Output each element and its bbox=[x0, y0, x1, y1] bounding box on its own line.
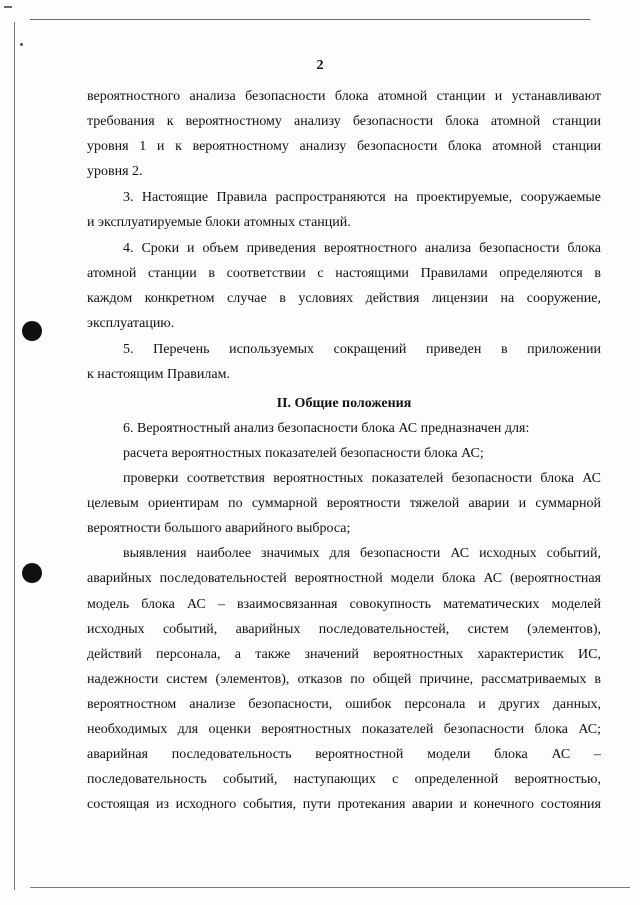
text-line: расчета вероятностных показателей безопасности блока АС; bbox=[123, 446, 484, 461]
text-line: 5. Перечень используемых сокращений приведен в приложении bbox=[123, 342, 601, 357]
text-line: 6. Вероятностный анализ безопасности блока АС предназначен для: bbox=[123, 421, 530, 436]
text-line: вероятностного анализа безопасности блока атомной станции и устанавливают bbox=[87, 89, 601, 104]
text-line: 4. Сроки и объем приведения вероятностного анализа безопасности блока bbox=[123, 241, 601, 256]
text-line: проверки соответствия вероятностных показателей безопасности блока АС bbox=[123, 471, 601, 486]
text-line: вероятностном анализе безопасности, ошибок персонала и других данных, bbox=[87, 697, 601, 712]
page-number: 2 bbox=[316, 58, 324, 73]
text-line: аварийная последовательность вероятностной модели блока АС – bbox=[87, 747, 601, 762]
text-line: исходных событий, аварийных последовательностей, систем (элементов), bbox=[87, 622, 601, 637]
text-line: целевым ориентирам по суммарной вероятности тяжелой аварии и суммарной bbox=[87, 496, 601, 511]
text-line: требования к вероятностному анализу безопасности блока атомной станции bbox=[87, 114, 601, 129]
text-line: модель блока АС – взаимосвязанная совокупность математических моделей bbox=[87, 597, 601, 612]
text-line: уровня 1 и к вероятностному анализу безопасности блока атомной станции bbox=[87, 139, 601, 154]
punch-hole-bottom bbox=[22, 563, 42, 583]
scan-artifact-tick bbox=[4, 6, 12, 8]
section-heading: II. Общие положения bbox=[276, 396, 412, 411]
text-line: 3. Настоящие Правила распространяются на проектируемые, сооружаемые bbox=[123, 190, 601, 205]
text-line: выявления наиболее значимых для безопасности АС исходных событий, bbox=[123, 546, 601, 561]
text-line: необходимых для оценки вероятностных показателей безопасности блока АС; bbox=[87, 722, 601, 737]
scan-artifact-top-line bbox=[30, 19, 590, 20]
text-line: надежности систем (элементов), отказов по общей причине, рассматриваемых в bbox=[87, 672, 601, 687]
text-line: аварийных последовательностей вероятностной модели блока АС (вероятностная bbox=[87, 571, 601, 586]
text-line: вероятности большого аварийного выброса; bbox=[87, 521, 351, 536]
text-line: к настоящим Правилам. bbox=[87, 367, 230, 382]
text-line: каждом конкретном случае в условиях действия лицензии на сооружение, bbox=[87, 291, 601, 306]
text-line: эксплуатацию. bbox=[87, 316, 175, 331]
scan-artifact-left-line bbox=[14, 22, 15, 890]
text-line: атомной станции в соответствии с настоящими Правилами определяются в bbox=[87, 266, 601, 281]
scan-artifact-dot bbox=[20, 43, 23, 46]
text-line: состоящая из исходного события, пути протекания аварии и конечного состояния bbox=[87, 797, 601, 812]
scan-artifact-bottom-line bbox=[30, 887, 630, 888]
text-line: действий персонала, а также значений вероятностных характеристик ИС, bbox=[87, 647, 601, 662]
text-line: последовательность событий, наступающих с определенной вероятностью, bbox=[87, 772, 601, 787]
text-line: и эксплуатируемые блоки атомных станций. bbox=[87, 215, 351, 230]
punch-hole-top bbox=[22, 321, 42, 341]
text-line: уровня 2. bbox=[87, 164, 143, 179]
